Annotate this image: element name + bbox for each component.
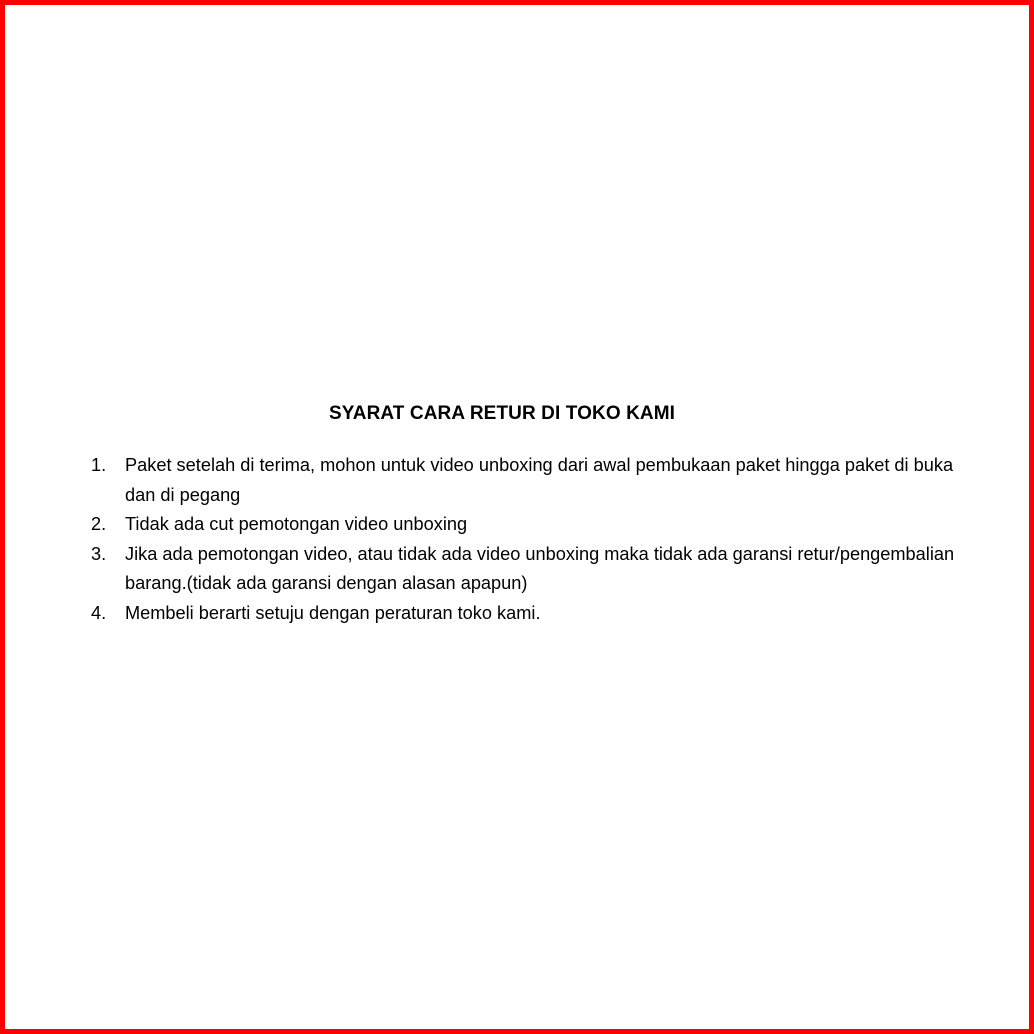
rule-text: Paket setelah di terima, mohon untuk video unboxing dari awal pembukaan paket hingga paket di buka dan di pegang bbox=[125, 455, 954, 505]
rule-item bbox=[91, 540, 961, 599]
rule-number: 3. bbox=[91, 543, 107, 564]
rule-text: Jika ada pemotongan video, atau tidak ada video unboxing maka tidak ada garansi retur/pengembalian barang.(tidak ada garansi dengan alasan apapun) bbox=[125, 543, 955, 593]
rule-number: 1. bbox=[91, 455, 107, 475]
rule-number: 2. bbox=[91, 514, 107, 534]
rule-item bbox=[91, 451, 961, 510]
rule-number: 4. bbox=[91, 602, 107, 623]
rules-list bbox=[91, 451, 961, 628]
rule-item bbox=[91, 510, 961, 540]
rule-text: Tidak ada cut pemotongan video unboxing bbox=[125, 514, 468, 534]
rule-text: Membeli berarti setuju dengan peraturan toko kami. bbox=[125, 602, 541, 623]
document-title: SYARAT CARA RETUR DI TOKO KAMI bbox=[328, 403, 676, 424]
rule-item bbox=[91, 599, 961, 629]
